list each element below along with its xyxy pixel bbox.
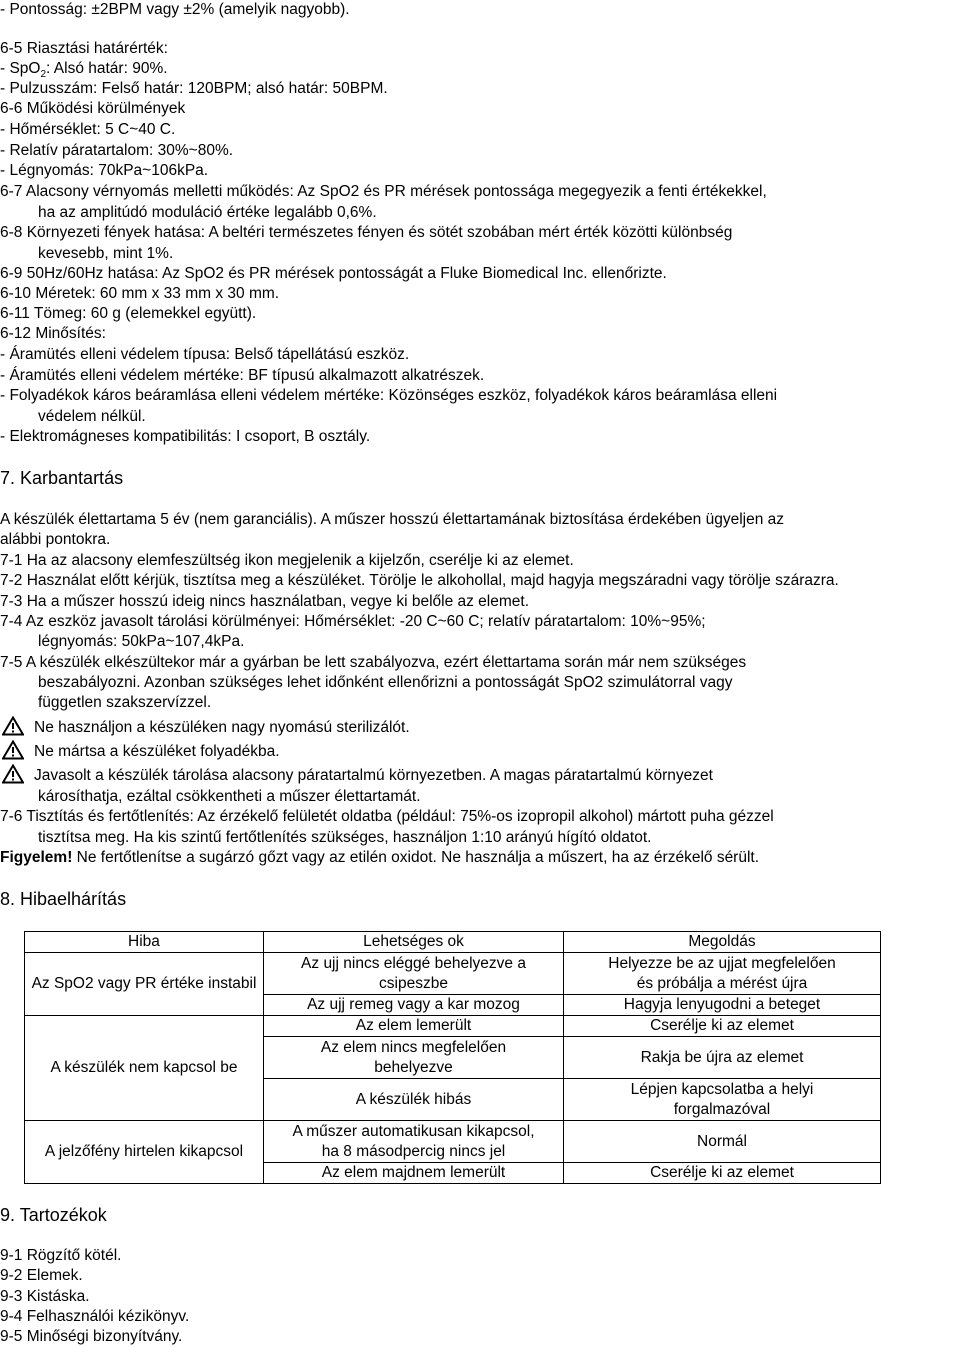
warning-triangle-icon xyxy=(2,740,24,760)
maintenance-item-7-5-line-2: beszabályozni. Azonban szükséges lehet időnként ellenőrizni a pontosságát SpO2 szimulátorral vagy xyxy=(38,674,733,691)
warning-immerse: Ne mártsa a készüléket folyadékba. xyxy=(34,743,280,760)
weight-line: 6-11 Tömeg: 60 g (elemekkel együtt). xyxy=(0,305,257,322)
solution-cell: Hagyja lenyugodni a beteget xyxy=(564,995,881,1016)
troubleshooting-heading: 8. Hibaelhárítás xyxy=(0,889,127,909)
accessory-item: 9-5 Minőségi bizonyítvány. xyxy=(0,1328,183,1345)
maintenance-paragraph-line-2: alábbi pontokra. xyxy=(0,531,111,548)
low-perfusion-line-1: 6-7 Alacsony vérnyomás melletti működés: Az SpO2 és PR mérések pontossága megegyezik a fenti értékekkel, xyxy=(0,183,767,200)
maintenance-item-7-5-line-1: 7-5 A készülék elkészültekor már a gyárban be lett szabályozva, ezért élettartama során már nem szükséges xyxy=(0,654,747,671)
table-row xyxy=(25,953,881,995)
liquid-protection-line-1: - Folyadékok káros beáramlása elleni védelem mértéke: Közönséges eszköz, folyadékok káros beáramlása elleni xyxy=(0,387,778,404)
solution-cell: Normál xyxy=(564,1121,881,1163)
maintenance-item-7-3: 7-3 Ha a műszer hosszú ideig nincs használatban, vegye ki belőle az elemet. xyxy=(0,593,530,610)
header-cell-cause: Lehetséges ok xyxy=(264,932,564,953)
maintenance-item-7-6-line-2: tisztítsa meg. Ha kis szintű fertőtlenítés szükséges, használjon 1:10 arányú hígító oldatot. xyxy=(38,829,652,846)
cause-cell: Az ujj nincs eléggé behelyezve a csipeszbe xyxy=(264,953,564,995)
low-perfusion-line-2: ha az amplitúdó moduláció értéke legalább 0,6%. xyxy=(38,204,377,221)
maintenance-item-7-2: 7-2 Használat előtt kérjük, tisztítsa meg a készüléket. Törölje le alkohollal, majd hagyja megszáradni vagy törölje szárazra. xyxy=(0,572,839,589)
cause-cell: Az elem nincs megfelelően behelyezve xyxy=(264,1037,564,1079)
maintenance-item-7-6-line-1: 7-6 Tisztítás és fertőtlenítés: Az érzékelő felületét oldatba (például: 75%-os izopropil alkohol) mártott puha gézzel xyxy=(0,808,774,825)
warning-triangle-icon xyxy=(2,764,24,784)
problem-cell: Az SpO2 vagy PR értéke instabil xyxy=(25,953,264,1016)
alarm-limits-title: 6-5 Riasztási határérték: xyxy=(0,40,168,57)
emc-line: - Elektromágneses kompatibilitás: I csoport, B osztály. xyxy=(0,428,371,445)
solution-cell: Cserélje ki az elemet xyxy=(564,1016,881,1037)
caution-text: Ne fertőtlenítse a sugárzó gőzt vagy az etilén oxidot. Ne használja a műszert, ha az érzékelő sérült. xyxy=(72,849,760,866)
caution-label: Figyelem! xyxy=(0,849,73,866)
cause-cell: Az elem majdnem lemerült xyxy=(264,1163,564,1184)
shock-degree-line: - Áramütés elleni védelem mértéke: BF típusú alkalmazott alkatrészek. xyxy=(0,367,485,384)
ambient-light-line-2: kevesebb, mint 1%. xyxy=(38,245,174,262)
cause-cell: A műszer automatikusan kikapcsol, ha 8 másodpercig nincs jel xyxy=(264,1121,564,1163)
maintenance-item-7-1: 7-1 Ha az alacsony elemfeszültség ikon megjelenik a kijelzőn, cserélje ki az elemet. xyxy=(0,552,574,569)
shock-type-line: - Áramütés elleni védelem típusa: Belső tápellátású eszköz. xyxy=(0,346,410,363)
problem-cell: A készülék nem kapcsol be xyxy=(25,1016,264,1121)
warning-sterilizer: Ne használjon a készüléken nagy nyomású sterilizálót. xyxy=(34,719,410,736)
caution-line xyxy=(0,848,759,868)
temperature-line: - Hőmérséklet: 5 C~40 C. xyxy=(0,121,176,138)
humidity-line: - Relatív páratartalom: 30%~80%. xyxy=(0,142,234,159)
solution-cell: Cserélje ki az elemet xyxy=(564,1163,881,1184)
ambient-light-line-1: 6-8 Környezeti fények hatása: A beltéri természetes fényen és sötét szobában mért érték közötti különbség xyxy=(0,224,733,241)
classification-title: 6-12 Minősítés: xyxy=(0,325,106,342)
warning-humidity-line-2: károsíthatja, ezáltal csökkentheti a műszer élettartamát. xyxy=(38,788,421,805)
cause-cell: A készülék hibás xyxy=(264,1079,564,1121)
spo2-prefix: - SpO xyxy=(0,60,41,77)
cause-cell: Az ujj remeg vagy a kar mozog xyxy=(264,995,564,1016)
table-row xyxy=(25,1121,881,1163)
maintenance-item-7-4-line-1: 7-4 Az eszköz javasolt tárolási körülményei: Hőmérséklet: -20 C~60 C; relatív páratartalom: 10%~95%; xyxy=(0,613,706,630)
hz-effect-line: 6-9 50Hz/60Hz hatása: Az SpO2 és PR mérések pontosságát a Fluke Biomedical Inc. ellenőrizte. xyxy=(0,265,667,282)
accessories-heading: 9. Tartozékok xyxy=(0,1205,107,1225)
accuracy-line: - Pontosság: ±2BPM vagy ±2% (amelyik nagyobb). xyxy=(0,1,350,18)
spo2-suffix: : Alsó határ: 90%. xyxy=(46,60,168,77)
spo2-subscript: 2 xyxy=(40,69,47,81)
solution-cell: Helyezze be az ujjat megfelelően és próbálja a mérést újra xyxy=(564,953,881,995)
pressure-line: - Légnyomás: 70kPa~106kPa. xyxy=(0,162,209,179)
maintenance-heading: 7. Karbantartás xyxy=(0,468,124,488)
dimensions-line: 6-10 Méretek: 60 mm x 33 mm x 30 mm. xyxy=(0,285,280,302)
table-header-row xyxy=(25,932,881,953)
operating-conditions-title: 6-6 Működési körülmények xyxy=(0,100,186,117)
maintenance-item-7-4-line-2: légnyomás: 50kPa~107,4kPa. xyxy=(38,633,245,650)
accessory-item: 9-3 Kistáska. xyxy=(0,1288,90,1305)
warning-humidity-line-1: Javasolt a készülék tárolása alacsony páratartalmú környezetben. A magas páratartalmú környezet xyxy=(34,767,713,784)
maintenance-item-7-5-line-3: független szakszervízzel. xyxy=(38,694,212,711)
accessory-item: 9-2 Elemek. xyxy=(0,1267,83,1284)
accessory-item: 9-1 Rögzítő kötél. xyxy=(0,1247,122,1264)
header-cell-solution: Megoldás xyxy=(564,932,881,953)
solution-cell: Lépjen kapcsolatba a helyi forgalmazóval xyxy=(564,1079,881,1121)
liquid-protection-line-2: védelem nélkül. xyxy=(38,408,146,425)
table-row xyxy=(25,1016,881,1037)
maintenance-paragraph-line-1: A készülék élettartama 5 év (nem garanciális). A műszer hosszú élettartamának biztosítása érdekében ügyeljen az xyxy=(0,511,785,528)
accessory-item: 9-4 Felhasználói kézikönyv. xyxy=(0,1308,190,1325)
problem-cell: A jelzőfény hirtelen kikapcsol xyxy=(25,1121,264,1184)
pulse-limit-line: - Pulzusszám: Felső határ: 120BPM; alsó határ: 50BPM. xyxy=(0,80,388,97)
header-cell-problem: Hiba xyxy=(25,932,264,953)
troubleshooting-table xyxy=(24,931,881,1184)
solution-cell: Rakja be újra az elemet xyxy=(564,1037,881,1079)
warning-triangle-icon xyxy=(2,716,24,736)
cause-cell: Az elem lemerült xyxy=(264,1016,564,1037)
